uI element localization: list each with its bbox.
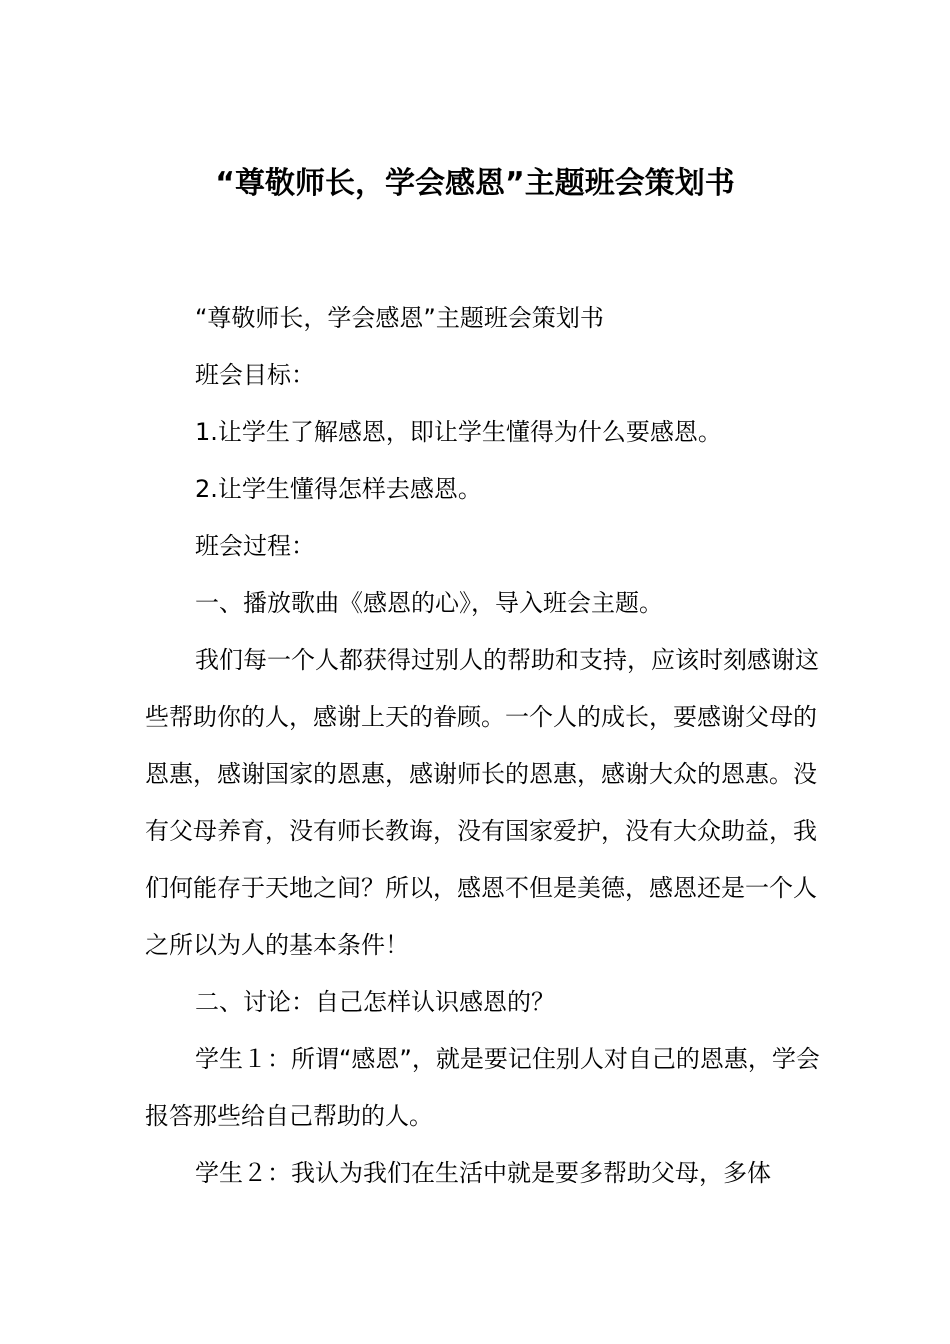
paragraph-step-1: 一、播放歌曲《感恩的心》，导入班会主题。 [195,589,663,617]
paragraph-goal-1: 1.让学生了解感恩，即让学生懂得为什么要感恩。 [195,418,722,446]
paragraph-step-2: 二、讨论：自己怎样认识感恩的？ [195,988,555,1016]
document-body [145,290,835,1202]
paragraph-student-2: 学生２：我认为我们在生活中就是要多帮助父母，多体 [195,1159,771,1187]
paragraph-goal-2: 2.让学生懂得怎样去感恩。 [195,475,482,503]
document-title: “尊敬师长，学会感恩”主题班会策划书 [215,166,735,201]
paragraph-process-heading: 班会过程： [195,532,315,560]
paragraph-student-1: 学生１：所谓“感恩”，就是要记住别人对自己的恩惠，学会报答那些给自己帮助的人。 [145,1045,820,1130]
paragraph-subtitle: “尊敬师长，学会感恩”主题班会策划书 [195,304,604,332]
paragraph-goal-heading: 班会目标： [195,361,315,389]
paragraph-step-1-body: 我们每一个人都获得过别人的帮助和支持，应该时刻感谢这些帮助你的人，感谢上天的眷顾。一个人的成长，要感谢父母的恩惠，感谢国家的恩惠，感谢师长的恩惠，感谢大众的恩惠。没有父母养育，没有师长教诲，没有国家爱护，没有大众助益，我们何能存于天地之间？所以，感恩不但是美德，感恩还是一个人之所以为人的基本条件！ [145,646,819,959]
